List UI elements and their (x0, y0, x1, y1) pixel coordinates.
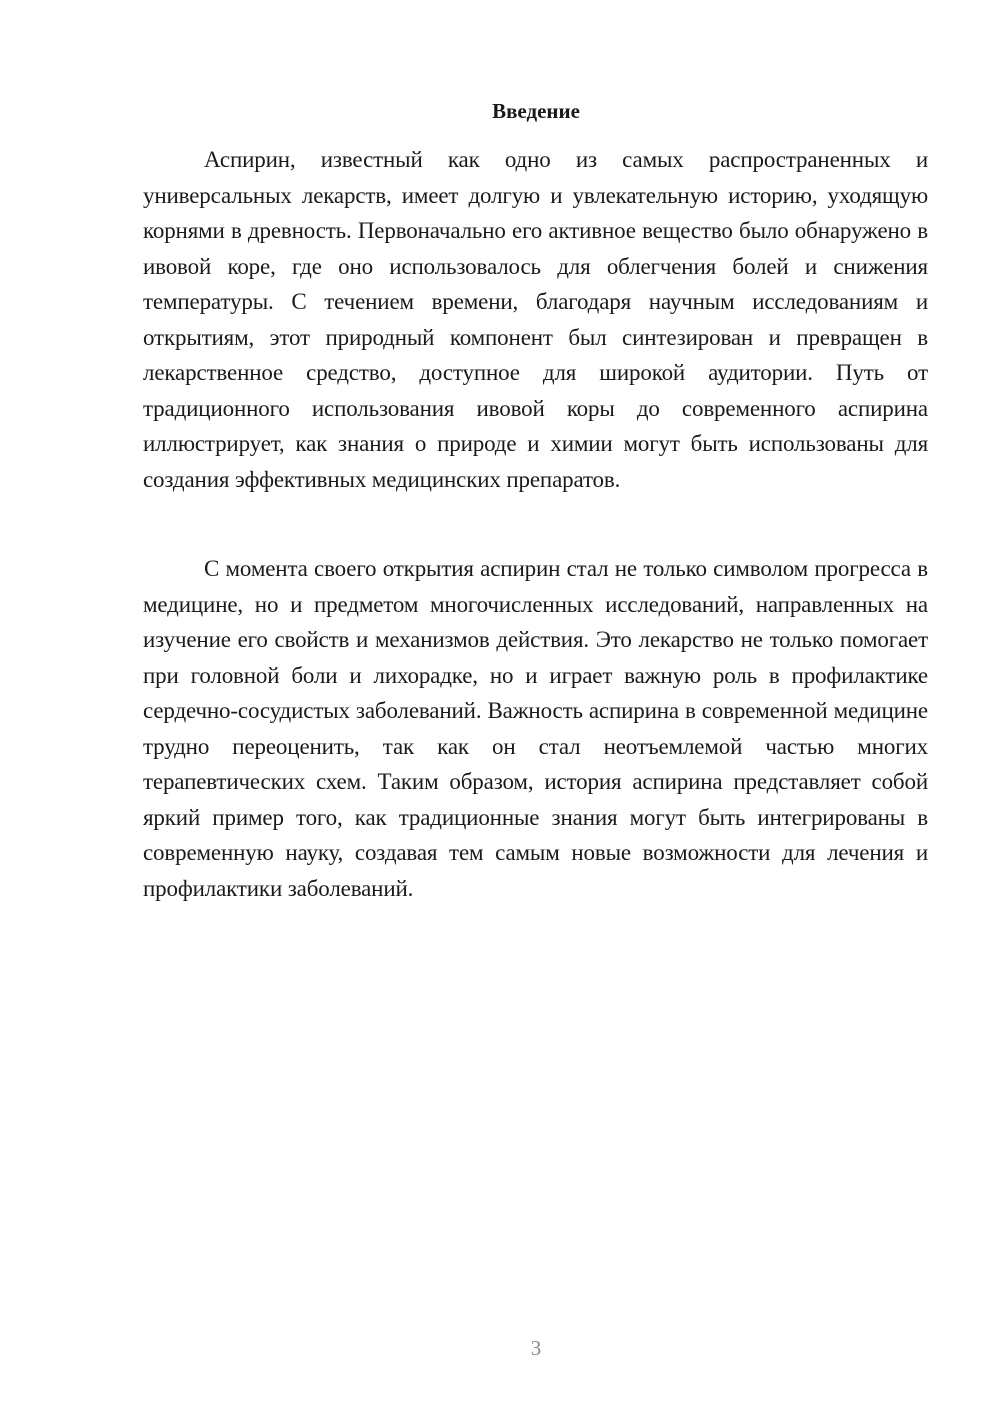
paragraph-2: С момента своего открытия аспирин стал не только символом прогресса в медицине, но и предметом многочисленных исследований, направленных на изучение его свойств и механизмов действия. Это лекарство не только помогает при головной боли и лихорадке, но и играет важную роль в профилактике сердечно-сосудистых заболеваний. Важность аспирина в современной медицине трудно переоценить, так как он стал неотъемлемой частью многих терапевтических схем. Таким образом, история аспирина представляет собой яркий пример того, как традиционные знания могут быть интегрированы в современную науку, создавая тем самым новые возможности для лечения и профилактики заболеваний. (143, 556, 928, 901)
paragraph-2-block (143, 551, 928, 906)
paragraph-1-block (143, 142, 928, 497)
paragraph-1: Аспирин, известный как одно из самых распространенных и универсальных лекарств, имеет долгую и увлекательную историю, уходящую корнями в древность. Первоначально его активное вещество было обнаружено в ивовой коре, где оно использовалось для облегчения болей и снижения температуры. С течением времени, благодаря научным исследованиям и открытиям, этот природный компонент был синтезирован и превращен в лекарственное средство, доступное для широкой аудитории. Путь от традиционного использования ивовой коры до современного аспирина иллюстрирует, как знания о природе и химии могут быть использованы для создания эффективных медицинских препаратов. (143, 147, 928, 492)
page-number: 3 (530, 1336, 542, 1360)
page-heading: Введение (492, 99, 580, 123)
